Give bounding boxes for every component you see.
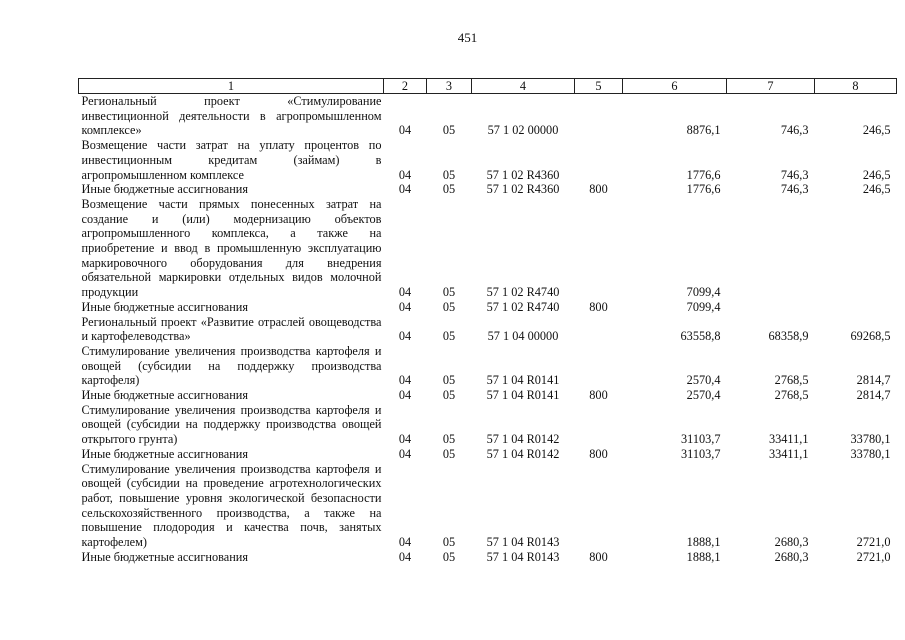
subsection-code: 05 [442,388,456,403]
column-header-6: 6 [623,79,727,94]
expense-type-code [575,344,623,388]
amount-col-7: 2680,3 [774,549,809,564]
amount-col-6: 2570,4 [686,373,721,388]
target-article-code: 57 1 04 R0141 [486,388,560,403]
subsection-code: 05 [442,446,456,461]
amount-col-6: 7099,4 [686,299,721,314]
expense-type-code [575,94,623,139]
section-code: 04 [398,432,412,447]
amount-col-7: 746,3 [780,123,809,138]
row-description: Иные бюджетные ассигнования [81,182,249,197]
row-description: Региональный проект «Стимулирование инвестиционной деятельности в агропромышленном комплексе» [81,94,382,138]
subsection-code: 05 [442,285,456,300]
row-description: Возмещение части затрат на уплату процентов по инвестиционным кредитам (займам) в агропромышленном комплексе [81,138,382,182]
amount-col-7: 2768,5 [774,373,809,388]
budget-table [78,78,897,565]
amount-col-8: 2814,7 [856,388,891,403]
target-article-code: 57 1 02 R4360 [486,182,560,197]
table-row [79,550,897,565]
table-row [79,403,897,447]
amount-col-8: 69268,5 [850,329,891,344]
table-row [79,315,897,344]
section-code: 04 [398,373,412,388]
table-row [79,94,897,139]
amount-col-7: 746,3 [780,167,809,182]
expense-type-code [575,197,623,300]
amount-col-8 [815,300,897,315]
target-article-code: 57 1 04 R0142 [486,432,560,447]
column-header-5: 5 [575,79,623,94]
page-number: 451 [457,30,478,45]
table-row [79,197,897,300]
subsection-code: 05 [442,123,456,138]
amount-col-8: 246,5 [862,182,891,197]
amount-col-7: 746,3 [780,182,809,197]
expense-type-code: 800 [589,446,608,461]
amount-col-8: 2721,0 [856,535,891,550]
table-row [79,462,897,550]
section-code: 04 [398,299,412,314]
subsection-code: 05 [442,535,456,550]
subsection-code: 05 [442,299,456,314]
section-code: 04 [398,549,412,564]
amount-col-6: 7099,4 [686,285,721,300]
subsection-code: 05 [442,182,456,197]
section-code: 04 [398,388,412,403]
amount-col-6: 31103,7 [680,446,721,461]
section-code: 04 [398,123,412,138]
table-row [79,182,897,197]
amount-col-7: 68358,9 [768,329,809,344]
subsection-code: 05 [442,329,456,344]
amount-col-8: 246,5 [862,167,891,182]
section-code: 04 [398,182,412,197]
table-row [79,447,897,462]
amount-col-6: 1776,6 [686,167,721,182]
row-description: Иные бюджетные ассигнования [81,388,249,403]
row-description: Стимулирование увеличения производства картофеля и овощей (субсидии на поддержку производства овощей открытого грунта) [81,402,382,447]
expense-type-code [575,138,623,182]
amount-col-6: 1776,6 [686,182,721,197]
amount-col-7: 2768,5 [774,388,809,403]
row-description: Иные бюджетные ассигнования [81,549,249,564]
amount-col-6: 31103,7 [680,432,721,447]
section-code: 04 [398,167,412,182]
row-description: Стимулирование увеличения производства картофеля и овощей (субсидии на проведение агротехнологических работ, повышение уровня экологической безопасности сельскохозяйственного производства, а также на повышение плодородия и качества почв, занятых картофелем) [81,461,382,550]
amount-col-6: 8876,1 [686,123,721,138]
expense-type-code [575,462,623,550]
amount-col-7 [727,197,815,300]
row-description: Иные бюджетные ассигнования [81,299,249,314]
subsection-code: 05 [442,432,456,447]
expense-type-code: 800 [589,549,608,564]
section-code: 04 [398,329,412,344]
amount-col-8 [815,197,897,300]
expense-type-code: 800 [589,388,608,403]
subsection-code: 05 [442,167,456,182]
column-header-3: 3 [427,79,472,94]
table-row [79,300,897,315]
target-article-code: 57 1 02 00000 [487,123,559,138]
amount-col-8: 33780,1 [850,432,891,447]
expense-type-code [575,403,623,447]
amount-col-8: 33780,1 [850,446,891,461]
target-article-code: 57 1 02 R4740 [486,285,560,300]
target-article-code: 57 1 02 R4740 [486,299,560,314]
column-header-2: 2 [384,79,427,94]
section-code: 04 [398,446,412,461]
target-article-code: 57 1 04 00000 [487,329,559,344]
expense-type-code [575,315,623,344]
table-row [79,388,897,403]
table-header-row [79,79,897,94]
column-header-4: 4 [472,79,575,94]
amount-col-8: 2721,0 [856,549,891,564]
amount-col-7: 2680,3 [774,535,809,550]
section-code: 04 [398,535,412,550]
amount-col-8: 2814,7 [856,373,891,388]
row-description: Региональный проект «Развитие отраслей овощеводства и картофелеводства» [81,314,382,344]
table-row [79,344,897,388]
target-article-code: 57 1 04 R0142 [486,446,560,461]
expense-type-code: 800 [589,299,608,314]
amount-col-7: 33411,1 [768,432,809,447]
amount-col-7: 33411,1 [768,446,809,461]
amount-col-6: 1888,1 [686,549,721,564]
target-article-code: 57 1 04 R0143 [486,535,560,550]
target-article-code: 57 1 04 R0143 [486,549,560,564]
row-description: Иные бюджетные ассигнования [81,446,249,461]
amount-col-6: 2570,4 [686,388,721,403]
column-header-1: 1 [79,79,384,94]
amount-col-6: 1888,1 [686,535,721,550]
amount-col-8: 246,5 [862,123,891,138]
subsection-code: 05 [442,549,456,564]
column-header-8: 8 [815,79,897,94]
row-description: Возмещение части прямых понесенных затрат на создание и (или) модернизацию объектов агропромышленного комплекса, а также на приобретение и ввод в промышленную эксплуатацию маркировочного оборудования для внедрения обязательной маркировки отдельных видов молочной продукции [81,196,382,300]
column-header-7: 7 [727,79,815,94]
expense-type-code: 800 [589,182,608,197]
section-code: 04 [398,285,412,300]
table-row [79,138,897,182]
row-description: Стимулирование увеличения производства картофеля и овощей (субсидии на поддержку производства картофеля) [81,343,382,388]
target-article-code: 57 1 04 R0141 [486,373,560,388]
subsection-code: 05 [442,373,456,388]
target-article-code: 57 1 02 R4360 [486,167,560,182]
amount-col-7 [727,300,815,315]
amount-col-6: 63558,8 [680,329,721,344]
